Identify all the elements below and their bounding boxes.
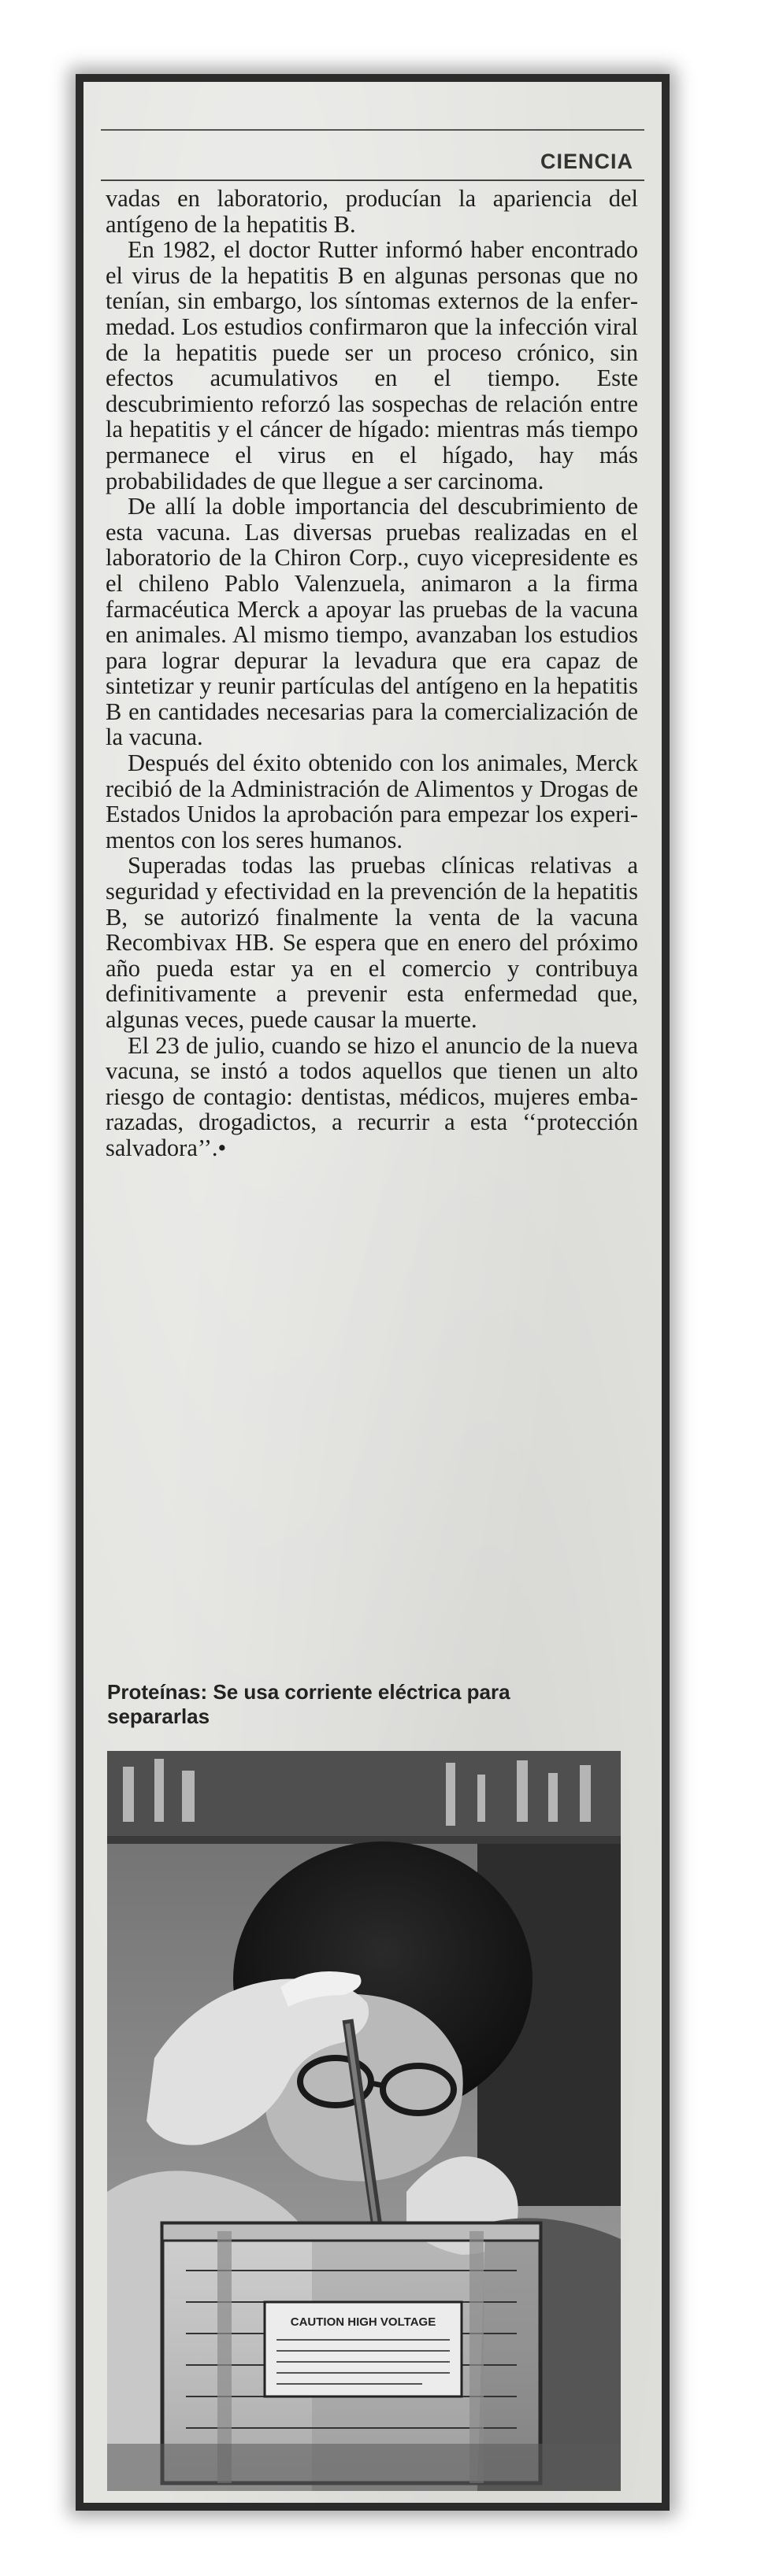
newspaper-clipping bbox=[83, 82, 662, 2503]
photo-caption: Proteínas: Se usa corriente eléctrica para separarlas bbox=[107, 1680, 510, 1728]
article-paragraph: El 23 de julio, cuando se hizo el anuncio de la nueva vacuna, se instó a todos aquellos que tienen un alto riesgo de contagio: dentistas, médicos, mujeres embarazadas, drogadictos, a recurrir a esta ‘‘protección salvadora’’.• bbox=[106, 1031, 638, 1161]
clipping-frame bbox=[76, 74, 670, 2511]
article-paragraph: Superadas todas las pruebas clínicas relativas a seguridad y efectividad en la prevención de la hepatitis B, se autorizó finalmente la venta de la vacuna Recombivax HB. Se espera que en enero del próximo año pueda estar ya en el comercio y contribuya definitivamente a prevenir esta enfermedad que, algunas veces, puede causar la muerte. bbox=[106, 852, 638, 1033]
article-body bbox=[106, 186, 638, 1161]
caution-sign-text: CAUTION HIGH VOLTAGE bbox=[290, 2315, 436, 2329]
lab-photo-illustration bbox=[107, 1751, 621, 2491]
lab-photo bbox=[107, 1751, 621, 2491]
header-rule bbox=[101, 180, 644, 181]
section-label: CIENCIA bbox=[540, 150, 633, 173]
article-paragraph: vadas en laboratorio, producían la apariencia del antígeno de la hepatitis B. bbox=[106, 185, 638, 238]
top-rule bbox=[101, 129, 644, 131]
article-paragraph: Después del éxito obtenido con los animales, Merck recibió de la Administración de Alimentos y Drogas de Estados Unidos la aprobación para empezar los experimentos con los seres humanos. bbox=[106, 749, 638, 853]
article-paragraph: De allí la doble importancia del descubrimiento de esta vacuna. Las diversas pruebas realizadas en el laboratorio de la Chiron Corp., cuyo vicepresidente es el chileno Pablo Valenzuela, animaron a la firma farmacéutica Merck a apoyar las pruebas de la vacuna en animales. Al mismo tiempo, avanzaban los estudios para lograr depurar la levadura que era capaz de sintetizar y reunir partículas del antígeno en la hepatitis B en cantidades necesarias para la comercialización de la vacuna. bbox=[106, 493, 638, 751]
article-paragraph: En 1982, el doctor Rutter informó haber encontrado el virus de la hepatitis B en algunas personas que no tenían, sin embargo, los síntomas externos de la enfermedad. Los estudios confirmaron que la infección viral de la hepatitis puede ser un proceso crónico, sin efectos acumulativos en el tiempo. Este descubrimiento reforzó las sospechas de relación entre la hepatitis y el cáncer de hígado: mientras más tiempo permanece el virus en el hígado, hay más probabilidades de que llegue a ser carcinoma. bbox=[106, 236, 638, 494]
